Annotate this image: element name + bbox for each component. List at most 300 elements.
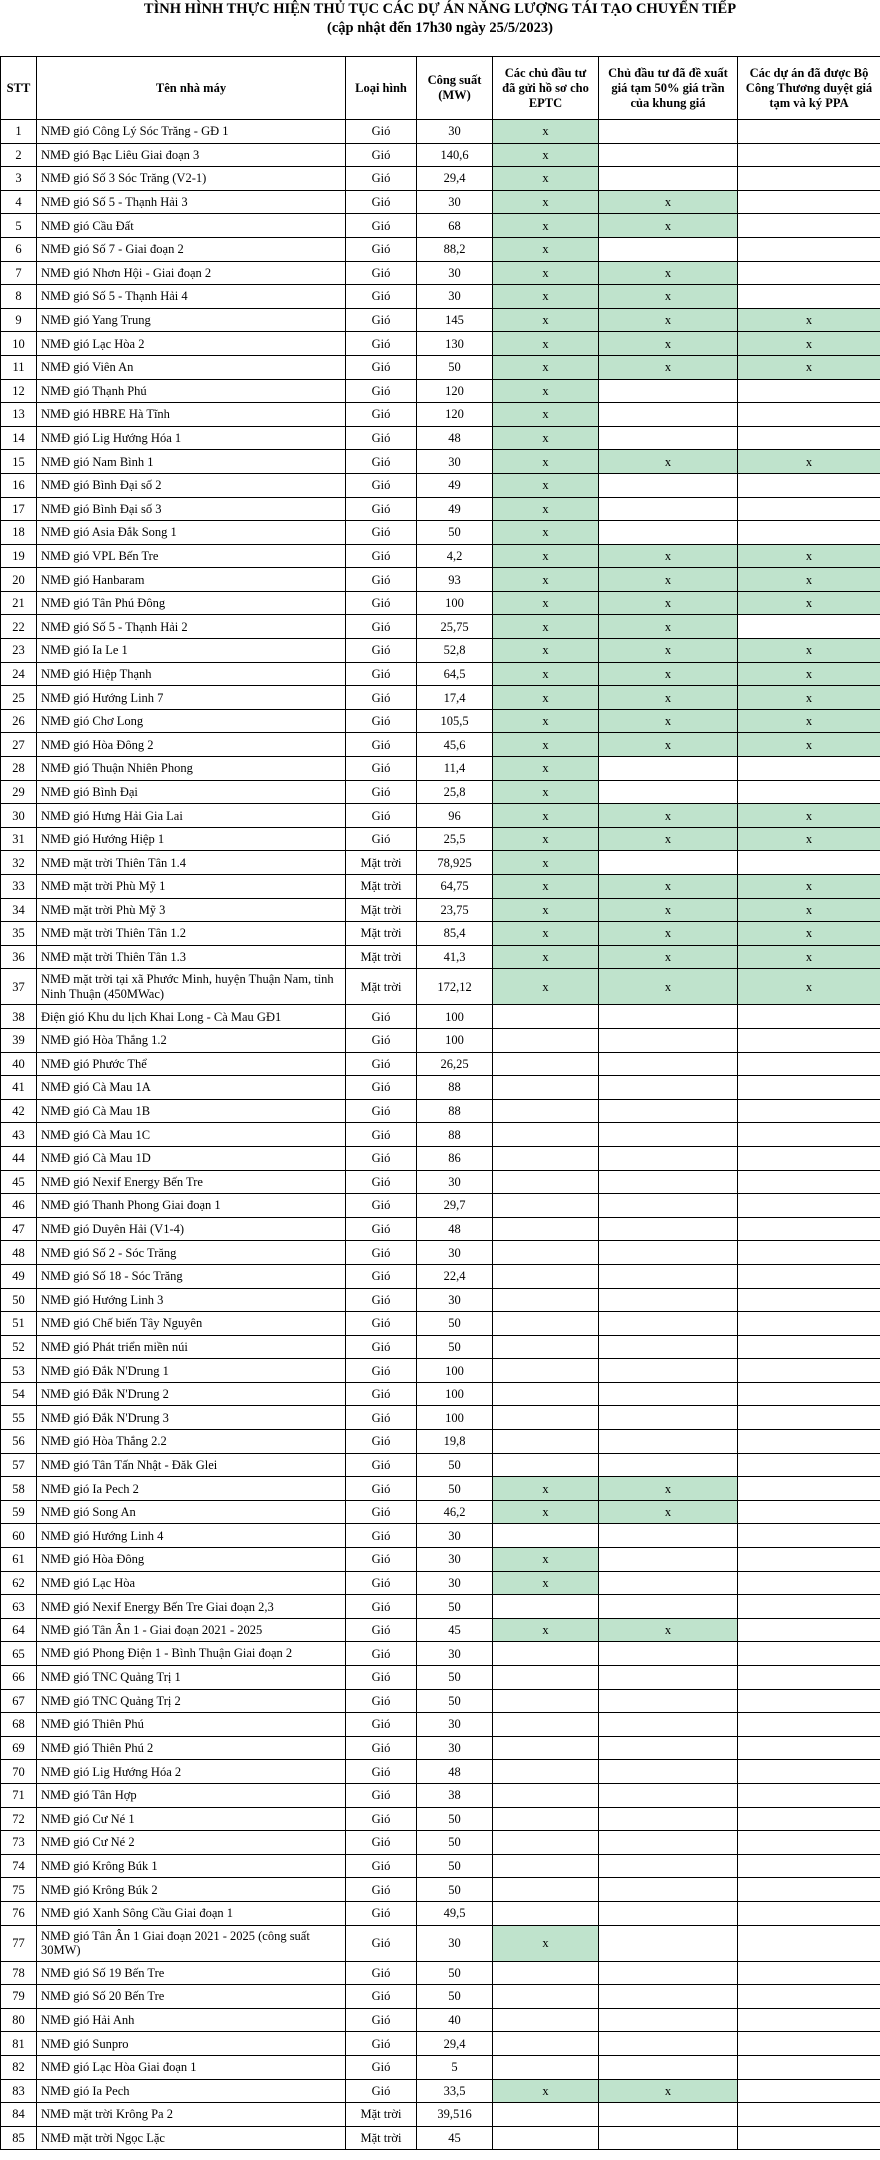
cell-ppa (738, 143, 880, 167)
cell-price (599, 1760, 738, 1784)
cell-eptc: x (493, 922, 599, 946)
cell-eptc: x (493, 167, 599, 191)
cell-name: NMĐ gió Asia Đắk Song 1 (37, 521, 346, 545)
cell-capacity: 52,8 (417, 639, 493, 663)
cell-price (599, 2126, 738, 2150)
cell-ppa: x (738, 827, 880, 851)
cell-eptc (493, 1217, 599, 1241)
cell-price (599, 1642, 738, 1666)
cell-name: NMĐ mặt trời tại xã Phước Minh, huyện Thuận Nam, tỉnh Ninh Thuận (450MWac) (37, 969, 346, 1005)
cell-price (599, 167, 738, 191)
cell-price: x (599, 285, 738, 309)
cell-price (599, 1854, 738, 1878)
cell-eptc (493, 1028, 599, 1052)
cell-capacity: 40 (417, 2008, 493, 2032)
cell-eptc (493, 1052, 599, 1076)
header-eptc: Các chủ đầu tư đã gửi hồ sơ cho EPTC (493, 57, 599, 120)
table-row (1, 945, 880, 969)
cell-stt: 82 (1, 2055, 37, 2079)
cell-price (599, 2032, 738, 2056)
cell-stt: 31 (1, 827, 37, 851)
cell-ppa (738, 261, 880, 285)
header-row (1, 57, 880, 120)
cell-capacity: 50 (417, 1453, 493, 1477)
cell-price: x (599, 332, 738, 356)
cell-stt: 19 (1, 544, 37, 568)
table-row (1, 1618, 880, 1642)
header-ppa: Các dự án đã được Bộ Công Thương duyệt giá tạm và ký PPA (738, 57, 880, 120)
cell-ppa (738, 1689, 880, 1713)
cell-price (599, 1076, 738, 1100)
cell-name: NMĐ gió Hướng Linh 3 (37, 1288, 346, 1312)
table-row (1, 804, 880, 828)
table-row (1, 686, 880, 710)
cell-stt: 53 (1, 1359, 37, 1383)
cell-ppa (738, 1500, 880, 1524)
cell-name: NMĐ gió Krông Búk 1 (37, 1854, 346, 1878)
cell-type: Gió (346, 1312, 417, 1336)
table-row (1, 1312, 880, 1336)
cell-stt: 6 (1, 237, 37, 261)
table-row (1, 1028, 880, 1052)
cell-eptc (493, 1288, 599, 1312)
cell-type: Gió (346, 1217, 417, 1241)
cell-ppa (738, 2126, 880, 2150)
cell-price (599, 1406, 738, 1430)
cell-name: NMĐ gió Cà Mau 1C (37, 1123, 346, 1147)
table-row (1, 450, 880, 474)
cell-eptc (493, 1878, 599, 1902)
cell-capacity: 29,4 (417, 2032, 493, 2056)
cell-name: NMĐ gió Ia Le 1 (37, 639, 346, 663)
cell-ppa (738, 1005, 880, 1029)
table-row (1, 1217, 880, 1241)
cell-capacity: 78,925 (417, 851, 493, 875)
table-row (1, 379, 880, 403)
cell-name: NMĐ gió Hưng Hải Gia Lai (37, 804, 346, 828)
cell-stt: 28 (1, 757, 37, 781)
cell-ppa (738, 1595, 880, 1619)
cell-ppa (738, 1170, 880, 1194)
cell-stt: 69 (1, 1736, 37, 1760)
cell-ppa (738, 1571, 880, 1595)
cell-eptc: x (493, 969, 599, 1005)
table-row (1, 709, 880, 733)
title-line-2: (cập nhật đến 17h30 ngày 25/5/2023) (327, 20, 553, 36)
cell-name: NMĐ gió Cà Mau 1B (37, 1099, 346, 1123)
cell-capacity: 25,5 (417, 827, 493, 851)
cell-eptc: x (493, 403, 599, 427)
cell-type: Mặt trời (346, 875, 417, 899)
cell-stt: 75 (1, 1878, 37, 1902)
cell-ppa: x (738, 639, 880, 663)
cell-capacity: 50 (417, 355, 493, 379)
cell-capacity: 50 (417, 1595, 493, 1619)
table-row (1, 2103, 880, 2127)
cell-price (599, 2008, 738, 2032)
cell-stt: 42 (1, 1099, 37, 1123)
cell-type: Gió (346, 1571, 417, 1595)
cell-capacity: 100 (417, 1028, 493, 1052)
cell-eptc: x (493, 497, 599, 521)
table-row (1, 403, 880, 427)
cell-price (599, 757, 738, 781)
cell-ppa: x (738, 662, 880, 686)
cell-stt: 23 (1, 639, 37, 663)
cell-capacity: 96 (417, 804, 493, 828)
cell-name: NMĐ gió Cư Né 2 (37, 1831, 346, 1855)
cell-capacity: 5 (417, 2055, 493, 2079)
cell-ppa (738, 426, 880, 450)
cell-capacity: 30 (417, 450, 493, 474)
cell-name: NMĐ mặt trời Krông Pa 2 (37, 2103, 346, 2127)
cell-name: NMĐ gió TNC Quảng Trị 1 (37, 1666, 346, 1690)
cell-price (599, 1382, 738, 1406)
cell-name: NMĐ gió Đắk N'Drung 1 (37, 1359, 346, 1383)
cell-type: Gió (346, 379, 417, 403)
table-row (1, 1099, 880, 1123)
cell-capacity: 93 (417, 568, 493, 592)
cell-name: NMĐ gió Hòa Thắng 2.2 (37, 1430, 346, 1454)
cell-price (599, 780, 738, 804)
cell-stt: 73 (1, 1831, 37, 1855)
cell-type: Gió (346, 1878, 417, 1902)
cell-capacity: 48 (417, 426, 493, 450)
cell-price: x (599, 261, 738, 285)
cell-ppa (738, 2103, 880, 2127)
cell-capacity: 130 (417, 332, 493, 356)
cell-name: NMĐ gió Krông Búk 2 (37, 1878, 346, 1902)
cell-price (599, 1901, 738, 1925)
document-title (0, 0, 880, 38)
cell-capacity: 172,12 (417, 969, 493, 1005)
cell-price: x (599, 615, 738, 639)
cell-eptc: x (493, 827, 599, 851)
cell-ppa: x (738, 969, 880, 1005)
table-row (1, 1807, 880, 1831)
cell-stt: 21 (1, 591, 37, 615)
cell-type: Gió (346, 167, 417, 191)
table-row (1, 1666, 880, 1690)
cell-ppa (738, 1760, 880, 1784)
cell-price (599, 1985, 738, 2009)
cell-type: Gió (346, 1477, 417, 1501)
cell-ppa (738, 1194, 880, 1218)
cell-stt: 66 (1, 1666, 37, 1690)
cell-price (599, 1123, 738, 1147)
cell-eptc (493, 2126, 599, 2150)
cell-eptc (493, 1146, 599, 1170)
cell-ppa (738, 2055, 880, 2079)
cell-stt: 1 (1, 120, 37, 144)
table-wrapper (0, 56, 880, 2150)
cell-price: x (599, 1500, 738, 1524)
cell-capacity: 50 (417, 1689, 493, 1713)
cell-price: x (599, 945, 738, 969)
cell-eptc (493, 1241, 599, 1265)
cell-type: Gió (346, 1264, 417, 1288)
cell-capacity: 50 (417, 1854, 493, 1878)
cell-name: NMĐ gió Số 5 - Thạnh Hải 4 (37, 285, 346, 309)
cell-eptc (493, 1807, 599, 1831)
cell-name: NMĐ gió Thiên Phú (37, 1713, 346, 1737)
cell-price: x (599, 969, 738, 1005)
cell-eptc: x (493, 1571, 599, 1595)
cell-eptc: x (493, 237, 599, 261)
cell-eptc: x (493, 379, 599, 403)
cell-stt: 51 (1, 1312, 37, 1336)
cell-name: NMĐ gió Cư Né 1 (37, 1807, 346, 1831)
cell-name: NMĐ gió Cà Mau 1A (37, 1076, 346, 1100)
table-row (1, 568, 880, 592)
cell-price (599, 1194, 738, 1218)
cell-name: NMĐ gió Nam Bình 1 (37, 450, 346, 474)
header-type: Loại hình (346, 57, 417, 120)
cell-capacity: 30 (417, 1925, 493, 1961)
cell-capacity: 45 (417, 1618, 493, 1642)
cell-capacity: 50 (417, 1831, 493, 1855)
cell-stt: 71 (1, 1783, 37, 1807)
cell-ppa (738, 2079, 880, 2103)
cell-type: Gió (346, 1028, 417, 1052)
cell-type: Gió (346, 544, 417, 568)
cell-stt: 48 (1, 1241, 37, 1265)
cell-capacity: 50 (417, 1666, 493, 1690)
cell-capacity: 4,2 (417, 544, 493, 568)
cell-type: Gió (346, 497, 417, 521)
cell-type: Gió (346, 1595, 417, 1619)
cell-price: x (599, 827, 738, 851)
cell-eptc (493, 1736, 599, 1760)
cell-capacity: 50 (417, 1477, 493, 1501)
table-row (1, 1052, 880, 1076)
cell-name: NMĐ gió Ia Pech 2 (37, 1477, 346, 1501)
cell-price (599, 1736, 738, 1760)
cell-price: x (599, 568, 738, 592)
cell-ppa (738, 497, 880, 521)
cell-capacity: 22,4 (417, 1264, 493, 1288)
cell-stt: 17 (1, 497, 37, 521)
cell-ppa (738, 1901, 880, 1925)
cell-type: Gió (346, 1099, 417, 1123)
cell-capacity: 17,4 (417, 686, 493, 710)
cell-type: Gió (346, 1736, 417, 1760)
cell-eptc: x (493, 1618, 599, 1642)
cell-eptc: x (493, 261, 599, 285)
cell-name: NMĐ gió VPL Bến Tre (37, 544, 346, 568)
cell-price (599, 521, 738, 545)
cell-price (599, 1430, 738, 1454)
cell-eptc (493, 2103, 599, 2127)
cell-stt: 8 (1, 285, 37, 309)
cell-type: Gió (346, 1170, 417, 1194)
table-row (1, 2126, 880, 2150)
cell-capacity: 50 (417, 1335, 493, 1359)
table-row (1, 143, 880, 167)
cell-stt: 58 (1, 1477, 37, 1501)
cell-name: NMĐ gió Công Lý Sóc Trăng - GĐ 1 (37, 120, 346, 144)
table-row (1, 639, 880, 663)
cell-capacity: 88 (417, 1099, 493, 1123)
cell-stt: 39 (1, 1028, 37, 1052)
cell-name: NMĐ gió Số 19 Bến Tre (37, 1961, 346, 1985)
cell-stt: 63 (1, 1595, 37, 1619)
cell-stt: 34 (1, 898, 37, 922)
cell-type: Gió (346, 1689, 417, 1713)
cell-capacity: 49 (417, 497, 493, 521)
cell-eptc (493, 1901, 599, 1925)
table-row (1, 780, 880, 804)
cell-name: NMĐ mặt trời Phù Mỹ 1 (37, 875, 346, 899)
cell-type: Mặt trời (346, 2126, 417, 2150)
cell-eptc: x (493, 780, 599, 804)
cell-eptc: x (493, 2079, 599, 2103)
cell-ppa (738, 1783, 880, 1807)
cell-eptc (493, 1524, 599, 1548)
cell-price (599, 1146, 738, 1170)
cell-name: NMĐ gió Hòa Đông 2 (37, 733, 346, 757)
cell-stt: 14 (1, 426, 37, 450)
table-row (1, 190, 880, 214)
cell-eptc: x (493, 332, 599, 356)
cell-eptc (493, 1430, 599, 1454)
cell-capacity: 30 (417, 1288, 493, 1312)
cell-eptc (493, 1831, 599, 1855)
table-row (1, 1713, 880, 1737)
cell-capacity: 145 (417, 308, 493, 332)
cell-stt: 47 (1, 1217, 37, 1241)
cell-eptc (493, 2008, 599, 2032)
cell-price: x (599, 733, 738, 757)
cell-ppa (738, 1854, 880, 1878)
cell-eptc (493, 1783, 599, 1807)
cell-eptc (493, 1985, 599, 2009)
cell-stt: 22 (1, 615, 37, 639)
cell-type: Gió (346, 1406, 417, 1430)
cell-price (599, 1807, 738, 1831)
cell-type: Gió (346, 709, 417, 733)
table-row (1, 875, 880, 899)
cell-type: Mặt trời (346, 898, 417, 922)
cell-type: Gió (346, 1359, 417, 1383)
cell-stt: 40 (1, 1052, 37, 1076)
cell-eptc: x (493, 591, 599, 615)
cell-eptc (493, 2032, 599, 2056)
cell-eptc (493, 1689, 599, 1713)
cell-type: Gió (346, 1713, 417, 1737)
cell-ppa (738, 1288, 880, 1312)
table-row (1, 1831, 880, 1855)
cell-stt: 81 (1, 2032, 37, 2056)
cell-eptc: x (493, 308, 599, 332)
cell-price: x (599, 544, 738, 568)
cell-stt: 18 (1, 521, 37, 545)
cell-type: Gió (346, 804, 417, 828)
cell-ppa: x (738, 544, 880, 568)
cell-price: x (599, 898, 738, 922)
cell-capacity: 88,2 (417, 237, 493, 261)
cell-price: x (599, 308, 738, 332)
cell-type: Gió (346, 473, 417, 497)
cell-price: x (599, 1618, 738, 1642)
cell-price (599, 1335, 738, 1359)
table-row (1, 1359, 880, 1383)
cell-type: Gió (346, 1146, 417, 1170)
cell-eptc (493, 1099, 599, 1123)
cell-eptc (493, 1595, 599, 1619)
table-row (1, 120, 880, 144)
table-row (1, 1961, 880, 1985)
cell-capacity: 30 (417, 1170, 493, 1194)
table-row (1, 1854, 880, 1878)
cell-name: NMĐ gió Phát triển miền núi (37, 1335, 346, 1359)
cell-name: NMĐ gió Bình Đại (37, 780, 346, 804)
cell-price: x (599, 686, 738, 710)
cell-capacity: 50 (417, 1985, 493, 2009)
cell-capacity: 29,4 (417, 167, 493, 191)
table-row (1, 332, 880, 356)
cell-type: Gió (346, 1666, 417, 1690)
cell-ppa (738, 521, 880, 545)
cell-eptc: x (493, 426, 599, 450)
table-row (1, 355, 880, 379)
cell-price (599, 1005, 738, 1029)
cell-stt: 60 (1, 1524, 37, 1548)
cell-type: Gió (346, 1901, 417, 1925)
cell-type: Gió (346, 1642, 417, 1666)
cell-type: Gió (346, 214, 417, 238)
cell-ppa (738, 1713, 880, 1737)
cell-eptc: x (493, 733, 599, 757)
table-row (1, 237, 880, 261)
cell-price: x (599, 709, 738, 733)
cell-capacity: 45,6 (417, 733, 493, 757)
cell-price (599, 851, 738, 875)
cell-eptc: x (493, 615, 599, 639)
cell-eptc: x (493, 190, 599, 214)
cell-ppa (738, 1123, 880, 1147)
cell-type: Gió (346, 2032, 417, 2056)
cell-stt: 38 (1, 1005, 37, 1029)
cell-type: Gió (346, 521, 417, 545)
cell-eptc (493, 1666, 599, 1690)
table-row (1, 1500, 880, 1524)
cell-ppa (738, 1217, 880, 1241)
table-row (1, 591, 880, 615)
cell-name: NMĐ gió Tân Ân 1 Giai đoạn 2021 - 2025 (công suất 30MW) (37, 1925, 346, 1961)
cell-stt: 26 (1, 709, 37, 733)
cell-type: Gió (346, 190, 417, 214)
cell-type: Gió (346, 662, 417, 686)
cell-eptc: x (493, 214, 599, 238)
table-row (1, 1477, 880, 1501)
cell-type: Gió (346, 1453, 417, 1477)
cell-eptc: x (493, 686, 599, 710)
cell-name: NMĐ gió Tân Phú Đông (37, 591, 346, 615)
cell-name: NMĐ gió Tân Hợp (37, 1783, 346, 1807)
cell-capacity: 50 (417, 1312, 493, 1336)
table-row (1, 214, 880, 238)
cell-eptc (493, 1264, 599, 1288)
table-body (1, 120, 880, 2150)
cell-ppa (738, 1312, 880, 1336)
cell-capacity: 11,4 (417, 757, 493, 781)
table-row (1, 521, 880, 545)
cell-ppa: x (738, 875, 880, 899)
table-row (1, 167, 880, 191)
table-row (1, 615, 880, 639)
cell-type: Gió (346, 1618, 417, 1642)
